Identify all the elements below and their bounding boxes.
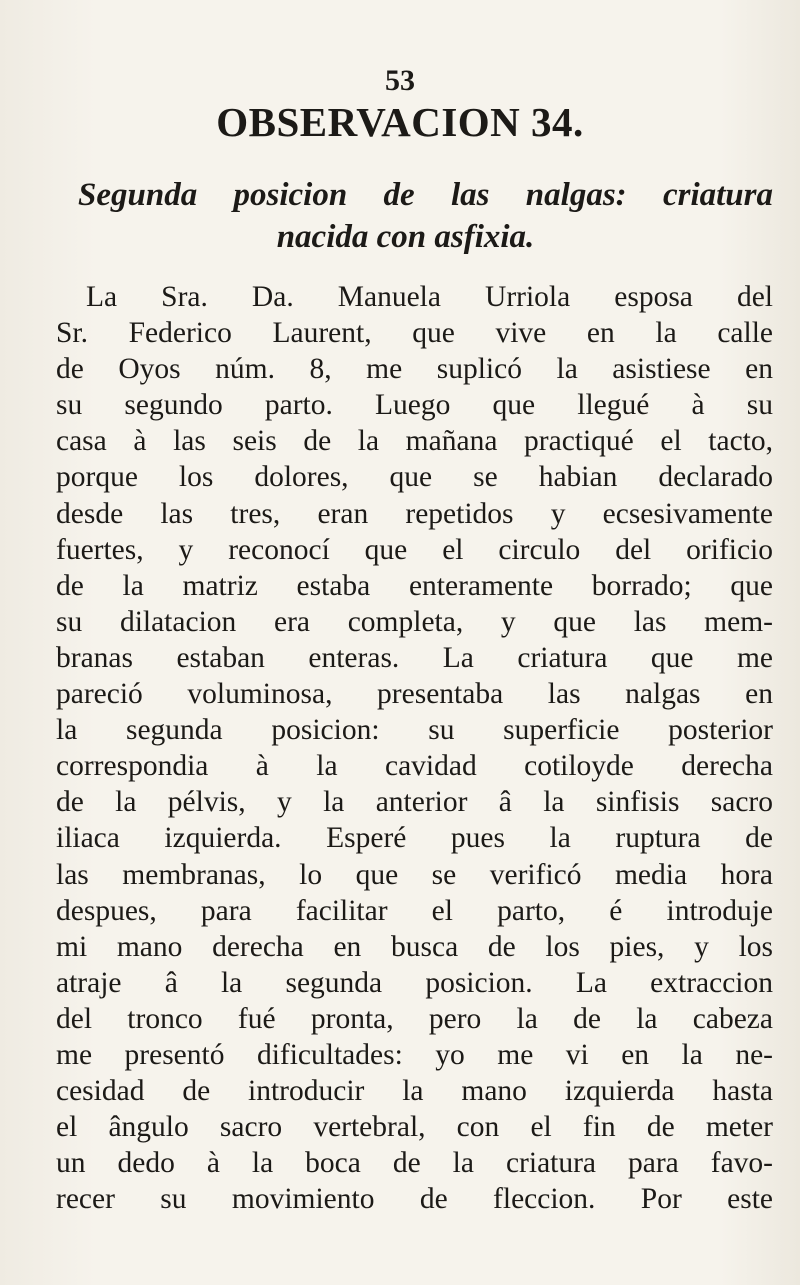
text-line: un dedo à la boca de la criatura para favo- [56, 1147, 773, 1180]
text-line: porque los dolores, que se habian declarado [56, 461, 773, 494]
text-line: su segundo parto. Luego que llegué à su [56, 389, 773, 422]
text-line: desde las tres, eran repetidos y ecsesivamente [56, 497, 773, 530]
observation-heading: OBSERVACION 34. [216, 99, 584, 145]
text-line: mi mano derecha en busca de los pies, y los [56, 930, 773, 963]
text-line: del tronco fué pronta, pero la de la cabeza [56, 1002, 773, 1035]
text-line: branas estaban enteras. La criatura que me [56, 641, 773, 674]
subtitle-line: Segunda posicion de las nalgas: criatura [78, 177, 773, 213]
text-line: pareció voluminosa, presentaba las nalgas en [56, 678, 773, 711]
text-line: me presentó dificultades: yo me vi en la ne- [56, 1038, 773, 1071]
text-line: de la matriz estaba enteramente borrado; que [56, 569, 773, 602]
text-line: su dilatacion era completa, y que las mem- [56, 605, 773, 638]
text-line: casa à las seis de la mañana practiqué el tacto, [56, 425, 773, 458]
text-line: La Sra. Da. Manuela Urriola esposa del [86, 281, 773, 313]
body-paragraph [56, 279, 773, 1217]
text-line: de la pélvis, y la anterior â la sinfisis sacro [56, 786, 773, 819]
text-line: el ângulo sacro vertebral, con el fin de meter [56, 1111, 773, 1144]
text-line: atraje â la segunda posicion. La extraccion [56, 966, 773, 999]
observation-subtitle [78, 174, 773, 258]
text-line: Sr. Federico Laurent, que vive en la calle [56, 317, 773, 350]
text-line: las membranas, lo que se verificó media hora [56, 858, 773, 891]
text-line: correspondia à la cavidad cotiloyde derecha [56, 750, 773, 783]
page-number: 53 [385, 64, 415, 97]
text-line: despues, para facilitar el parto, é introduje [56, 894, 773, 927]
text-line: de Oyos núm. 8, me suplicó la asistiese en [56, 353, 773, 386]
subtitle-line: nacida con asfixia. [276, 219, 535, 255]
text-line: iliaca izquierda. Esperé pues la ruptura de [56, 822, 773, 855]
text-line: la segunda posicion: su superficie posterior [56, 714, 773, 747]
text-line: recer su movimiento de fleccion. Por este [56, 1183, 773, 1216]
text-line: fuertes, y reconocí que el circulo del orificio [56, 533, 773, 566]
text-line: cesidad de introducir la mano izquierda hasta [56, 1075, 773, 1108]
